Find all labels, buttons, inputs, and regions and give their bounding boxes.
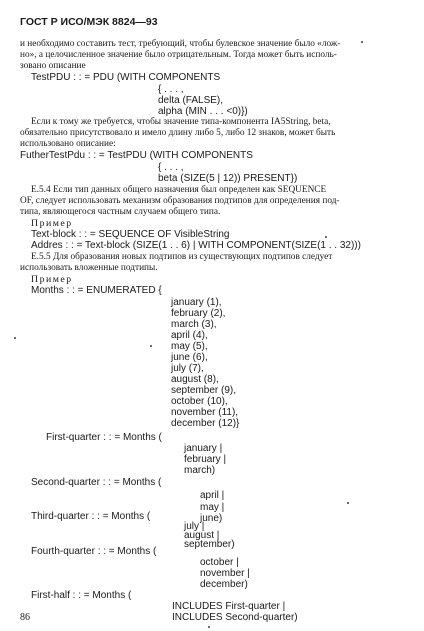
enum-item: january (1), [171, 297, 222, 308]
enum-item: july (7), [171, 363, 204, 374]
example-label: Пример [31, 218, 73, 229]
paragraph-line: но», а целочисленное значение было отрицательным. Тогда может быть исполь- [20, 50, 337, 60]
enum-item: january | [184, 443, 223, 454]
code-line: alpha (MIN . . . <0)}) [158, 106, 248, 117]
includes-item: INCLUDES First-quarter | [172, 601, 286, 612]
code-line: Second-quarter : : = Months ( [31, 477, 162, 488]
code-line: Text-block : : = SEQUENCE OF VisibleString [31, 229, 230, 240]
paragraph-line: E.5.4 Если тип данных общего назначения был определен как SEQUENCE [31, 185, 327, 195]
scan-speck [208, 626, 210, 628]
enum-item: march (3), [171, 319, 217, 330]
enum-item: june) [200, 513, 223, 524]
scan-speck [325, 236, 327, 238]
scan-speck [361, 41, 363, 43]
scan-speck [14, 337, 16, 339]
enum-item: july | [184, 521, 205, 532]
paragraph-line: Если к тому же требуется, чтобы значение типа-компонента IA5String, beta, [31, 117, 331, 127]
code-line: Months : : = ENUMERATED { [31, 285, 162, 296]
enum-item: october | [200, 557, 239, 568]
enum-item: june (6), [171, 352, 208, 363]
code-line: First-quarter : : = Months ( [46, 432, 162, 443]
enum-item: november | [200, 568, 250, 579]
scan-speck [347, 502, 349, 504]
enum-item: october (10), [171, 396, 228, 407]
scan-speck [150, 345, 152, 347]
enum-item: may (5), [171, 341, 208, 352]
enum-item: may | [200, 502, 225, 513]
code-line: Third-quarter : : = Months ( [31, 511, 151, 522]
paragraph-line: E.5.5 Для образования новых подтипов из существующих подтипов следует [31, 252, 333, 262]
code-line: First-half : : = Months ( [31, 590, 132, 601]
code-line: beta (SIZE(5 | 12)) PRESENT}) [158, 173, 298, 184]
paragraph-line: зовано описание [20, 61, 86, 71]
document-header: ГОСТ Р ИСО/МЭК 8824—93 [20, 16, 158, 28]
enum-item: september (9), [171, 385, 237, 396]
code-line: delta (FALSE), [158, 95, 224, 106]
code-line: Fourth-quarter : : = Months ( [31, 546, 157, 557]
enum-item: february (2), [171, 308, 226, 319]
page-number: 86 [20, 612, 30, 623]
code-line: TestPDU : : = PDU (WITH COMPONENTS [31, 72, 221, 83]
enum-item: august | [184, 530, 220, 541]
paragraph-line: использовать вложенные подтипы. [20, 263, 158, 273]
includes-item: INCLUDES Second-quarter) [172, 612, 298, 623]
enum-item: april | [200, 490, 225, 501]
code-line: Addres : : = Text-block (SIZE(1 . . 6) | WITH COMPONENT(SIZE(1 . . 32))) [31, 240, 361, 251]
enum-item: april (4), [171, 330, 208, 341]
enum-item: november (11), [171, 407, 239, 418]
enum-item: december) [200, 579, 248, 590]
enum-item: february | [184, 454, 227, 465]
paragraph-line: и необходимо составить тест, требующий, чтобы булевское значение было «лож- [20, 39, 341, 49]
code-line: { . . . , [158, 162, 184, 173]
enum-item: september) [184, 539, 235, 550]
example-label: Пример [31, 274, 73, 285]
paragraph-line: OF, следует использовать механизм образования подтипов для определения под- [20, 196, 340, 206]
paragraph-line: обязательно присутствовало и имело длину либо 5, либо 12 знаков, может быть [20, 128, 336, 138]
code-line: FutherTestPdu : : = TestPDU (WITH COMPONENTS [20, 150, 253, 161]
enum-item: august (8), [171, 374, 219, 385]
paragraph-line: типа, являющегося частным случаем общего типа. [20, 207, 221, 217]
paragraph-line: использовано описание: [20, 139, 116, 149]
enum-item: december (12)} [171, 418, 240, 429]
enum-item: march) [184, 465, 216, 476]
code-line: { . . . , [158, 84, 184, 95]
